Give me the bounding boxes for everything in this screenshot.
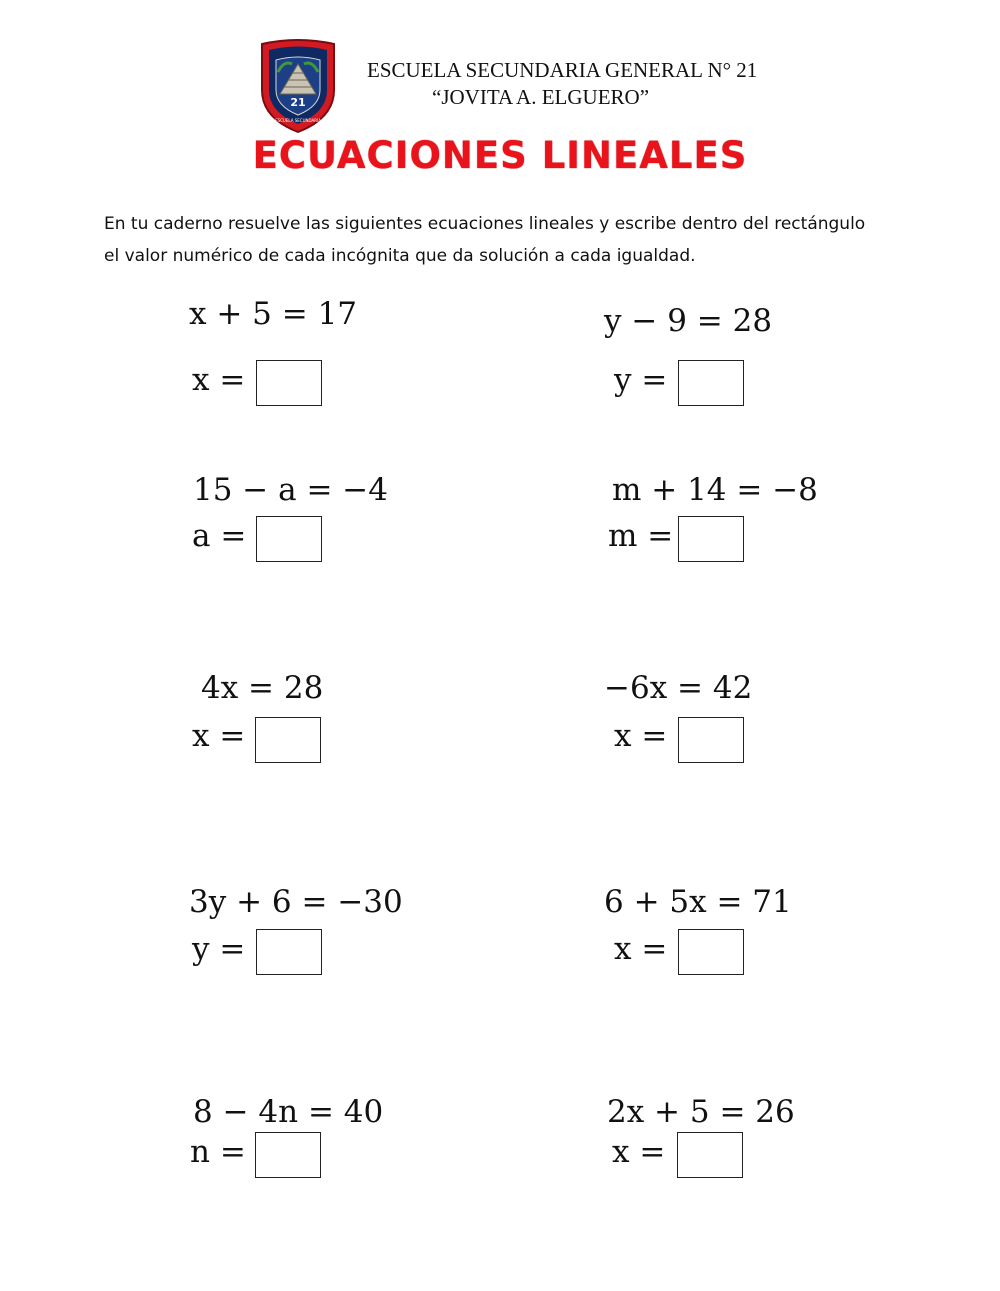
answer-box-4[interactable]: [678, 516, 744, 562]
answer-box-3[interactable]: [256, 516, 322, 562]
variable-label-4: m =: [608, 518, 674, 554]
page-title: ECUACIONES LINEALES: [252, 134, 748, 177]
equation-7: 3y + 6 = −30: [189, 884, 403, 920]
instructions-line-2: el valor numérico de cada incógnita que da solución a cada igualdad.: [104, 246, 696, 266]
logo-ring-text: ESCUELA SECUNDARIA: [275, 118, 321, 123]
answer-box-1[interactable]: [256, 360, 322, 406]
equation-1: x + 5 = 17: [189, 296, 358, 332]
variable-label-7: y =: [192, 931, 246, 967]
school-shield-logo: [256, 38, 340, 134]
equation-6: −6x = 42: [604, 670, 753, 706]
instructions-line-1: En tu caderno resuelve las siguientes ecuaciones lineales y escribe dentro del rectángulo: [104, 214, 866, 234]
variable-label-6: x =: [614, 718, 668, 754]
equation-2: y − 9 = 28: [604, 303, 773, 339]
answer-box-5[interactable]: [255, 717, 321, 763]
equation-8: 6 + 5x = 71: [604, 884, 792, 920]
answer-box-6[interactable]: [678, 717, 744, 763]
variable-label-3: a =: [192, 518, 247, 554]
equation-4: m + 14 = −8: [612, 472, 818, 508]
equation-10: 2x + 5 = 26: [607, 1094, 795, 1130]
variable-label-1: x =: [192, 362, 246, 398]
answer-box-8[interactable]: [678, 929, 744, 975]
school-subtitle: “JOVITA A. ELGUERO”: [432, 85, 650, 109]
variable-label-8: x =: [614, 931, 668, 967]
variable-label-5: x =: [192, 718, 246, 754]
answer-box-7[interactable]: [256, 929, 322, 975]
variable-label-2: y =: [614, 362, 668, 398]
equation-5: 4x = 28: [201, 670, 324, 706]
answer-box-2[interactable]: [678, 360, 744, 406]
instructions: [104, 208, 944, 272]
school-name: ESCUELA SECUNDARIA GENERAL N° 21: [367, 58, 758, 82]
equation-3: 15 − a = −4: [193, 472, 388, 508]
logo-number: 21: [290, 96, 306, 109]
variable-label-10: x =: [612, 1134, 666, 1170]
variable-label-9: n =: [190, 1134, 246, 1170]
equation-9: 8 − 4n = 40: [193, 1094, 384, 1130]
answer-box-10[interactable]: [677, 1132, 743, 1178]
answer-box-9[interactable]: [255, 1132, 321, 1178]
